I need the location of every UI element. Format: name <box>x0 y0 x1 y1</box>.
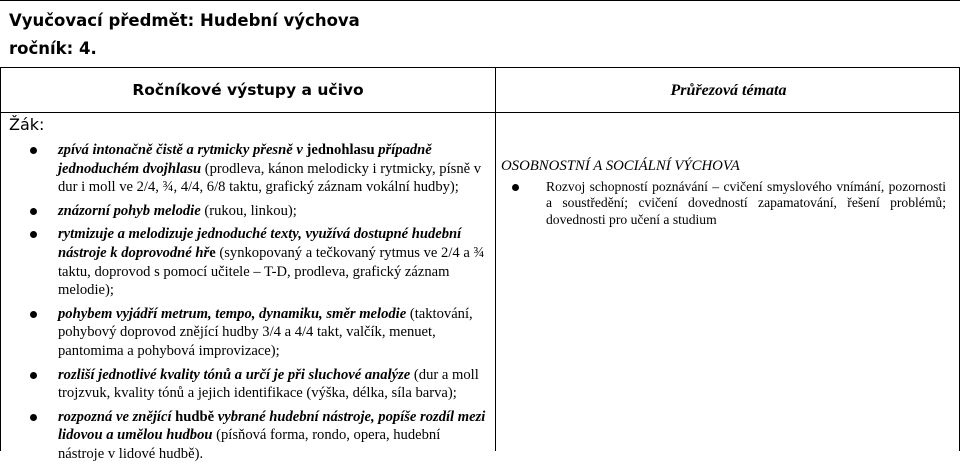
grade-label: ročník: 4. <box>9 39 97 58</box>
bullet-icon <box>30 311 37 318</box>
cross-topics-column-header: Průřezová témata <box>670 82 787 99</box>
cross-topic-title: Rozvoj schopností poznávání <box>546 179 708 194</box>
outcomes-column-header: Ročníkové výstupy a učivo <box>132 81 364 99</box>
cross-topics-block <box>501 157 946 228</box>
cross-topic-item <box>546 179 946 228</box>
outcome-item: pohybem vyjádří metrum, tempo, dynamiku, směr melodie (taktování, pohybový doprovod znějící hudby 3/4 a 4/4 takt, valčík, menuet, pantomima a pohybová improvizace); <box>58 305 490 361</box>
outcome-item: rozpozná ve znějící hudbě vybrané hudební nástroje, popíše rozdíl mezi lidovou a umělou hudbou (písňová forma, rondo, opera, hudební nástroje v lidové hudbě). <box>58 408 490 464</box>
bullet-icon <box>30 372 37 379</box>
header-row-divider <box>1 112 960 113</box>
outcomes-list <box>58 141 490 469</box>
curriculum-table <box>0 67 960 462</box>
column-divider <box>495 67 496 451</box>
outcome-item: rytmizuje a melodizuje jednoduché texty, využívá dostupné hudební nástroje k doprovodné hře (synkopovaný a tečkovaný rytmus ve 2/4 a ¾ taktu, doprovod s pomocí učitele – T-D, prodleva, grafický záznam melodie); <box>58 225 490 299</box>
subject-title: Vyučovací předmět: Hudební výchova <box>9 11 360 30</box>
bullet-icon <box>512 184 519 191</box>
page-header <box>0 0 960 68</box>
cross-topic-heading: OSOBNOSTNÍ A SOCIÁLNÍ VÝCHOVA <box>501 158 740 174</box>
student-label: Žák: <box>9 115 45 134</box>
bullet-icon <box>30 147 37 154</box>
outcome-item: rozliší jednotlivé kvality tónů a určí je při sluchové analýze (dur a moll trojzvuk, kvality tónů a jejich identifikace (výška, délka, síla barva); <box>58 366 490 403</box>
outcome-item: znázorní pohyb melodie (rukou, linkou); <box>58 202 490 221</box>
cross-topic-text: – cvičení smyslového vnímání, pozornosti a soustředění; cvičení dovedností zapamatování, řešení problémů; dovednosti pro učení a studium <box>546 179 946 227</box>
outcome-item: zpívá intonačně čistě a rytmicky přesně v jednohlasu případně jednoduchém dvojhlasu (prodleva, kánon melodicky i rytmicky, písně v dur i moll ve 2/4, ¾, 4/4, 6/8 taktu, grafický záznam vokální hudby); <box>58 141 490 197</box>
bullet-icon <box>30 208 37 215</box>
bullet-icon <box>30 231 37 238</box>
bullet-icon <box>30 414 37 421</box>
